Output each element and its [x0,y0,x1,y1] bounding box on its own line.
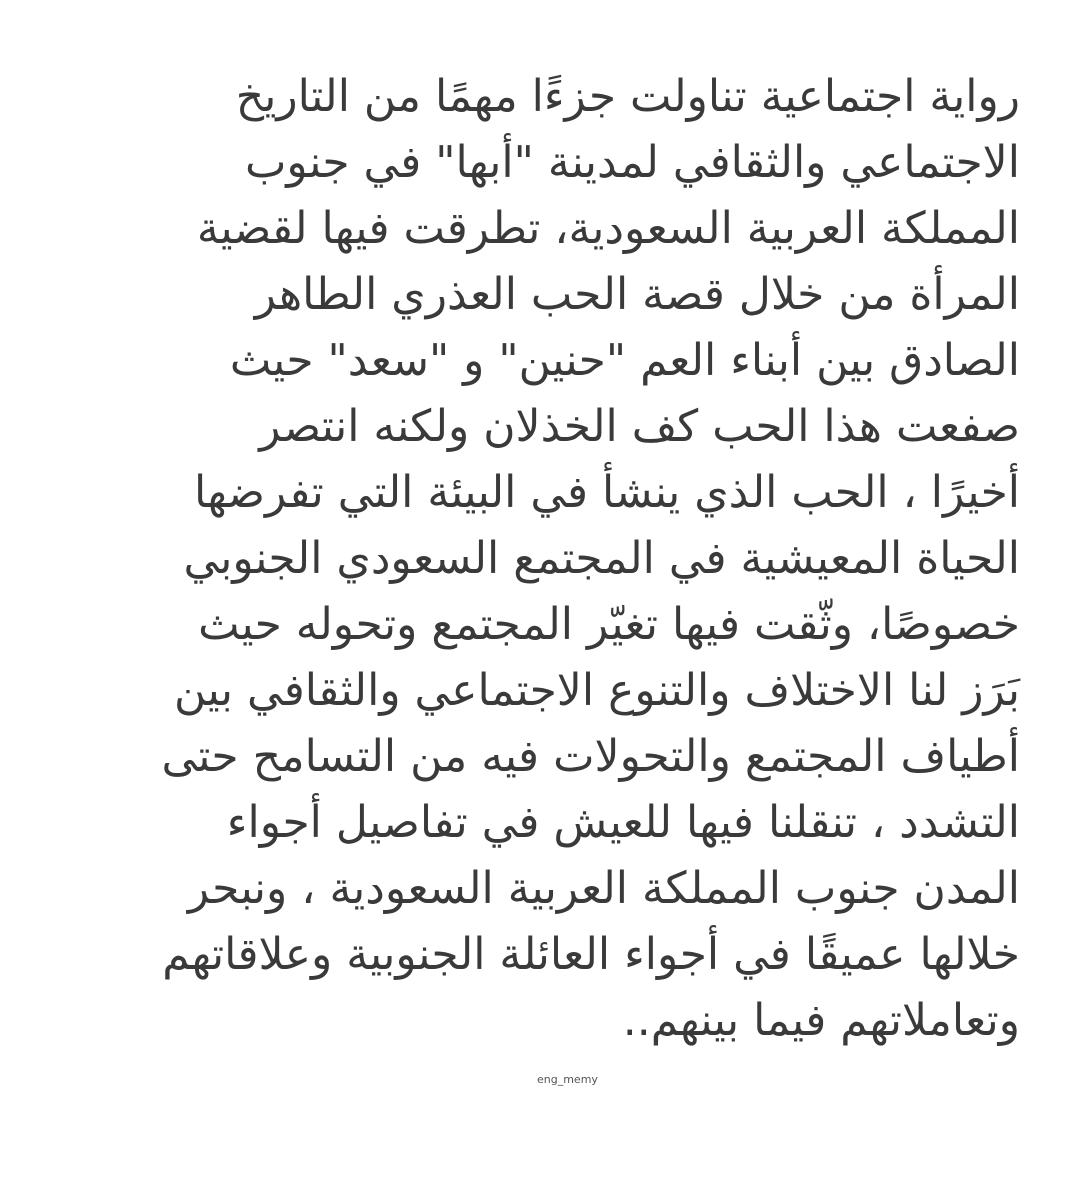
text-line-8: الحياة المعيشية في المجتمع السعودي الجنوبي [183,533,1020,584]
text-line-12: التشدد ، تنقلنا فيها للعيش في تفاصيل أجواء [226,797,1020,848]
text-line-2: الاجتماعي والثقافي لمدينة "أبها" في جنوب [244,137,1020,188]
book-description-text [60,64,1020,1054]
text-line-6: صفعت هذا الحب كف الخذلان ولكنه انتصر [259,401,1020,452]
text-line-3: المملكة العربية السعودية، تطرقت فيها لقضية [196,203,1020,254]
text-line-4: المرأة من خلال قصة الحب العذري الطاهر [254,269,1020,320]
text-line-5: الصادق بين أبناء العم "حنين" و "سعد" حيث [229,335,1020,386]
text-line-14: خلالها عميقًا في أجواء العائلة الجنوبية وعلاقاتهم [162,929,1020,980]
text-line-13: المدن جنوب المملكة العربية السعودية ، ونبحر [187,863,1020,914]
text-line-15: وتعاملاتهم فيما بينهم.. [622,995,1020,1046]
text-line-11: أطياف المجتمع والتحولات فيه من التسامح حتى [161,731,1020,782]
text-line-1: رواية اجتماعية تناولت جزءًا مهمًا من التاريخ [235,71,1020,122]
text-line-9: خصوصًا، وثّقت فيها تغيّر المجتمع وتحوله حيث [198,599,1020,650]
text-line-7: أخيرًا ، الحب الذي ينشأ في البيئة التي تفرضها [193,467,1020,518]
text-line-10: بَرَز لنا الاختلاف والتنوع الاجتماعي والثقافي بين [174,665,1020,716]
watermark-username: eng_memy [537,1073,598,1086]
